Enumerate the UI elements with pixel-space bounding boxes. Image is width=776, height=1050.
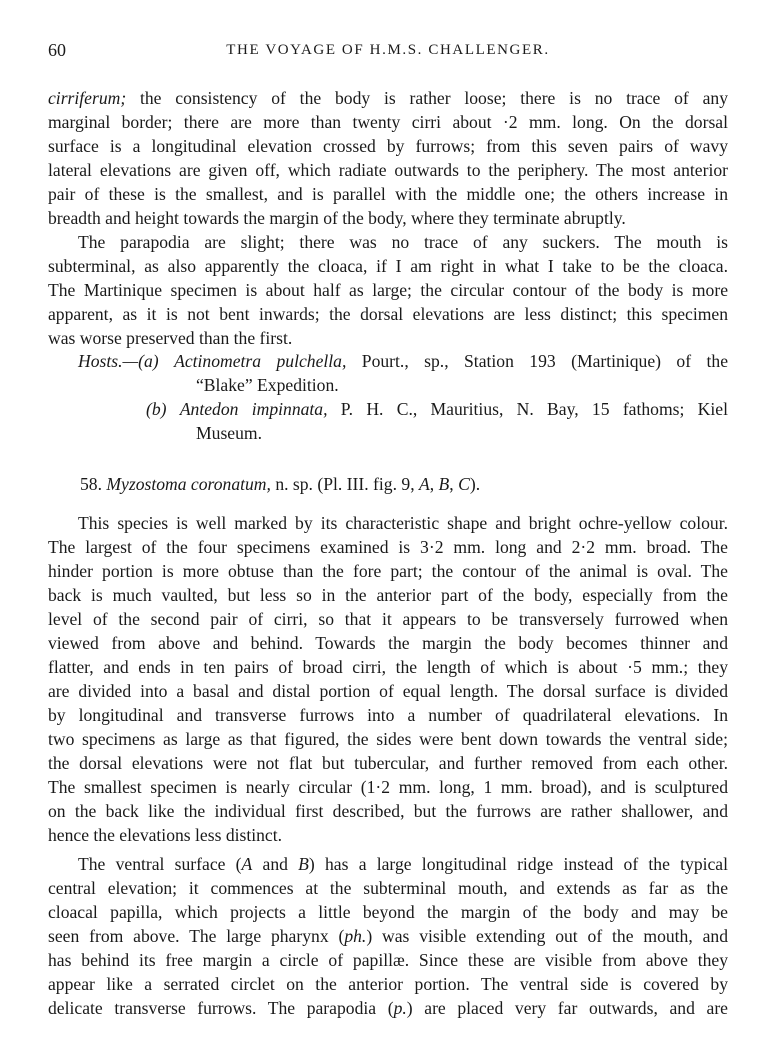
text-line: on the back like the individual first described, but the furrows are rather shallower, and [48,801,728,821]
text-line: are divided into a basal and distal portion of equal length. The dorsal surface is divided [48,681,728,701]
text-line: subterminal, as also apparently the cloaca, if I am right in what I take to be the cloaca. [48,256,728,276]
hosts-line: (b) Antedon impinnata, P. H. C., Mauritius, N. Bay, 15 fathoms; Kiel [146,399,728,419]
text-line: lateral elevations are given off, which radiate outwards to the periphery. The most anterior [48,160,728,180]
hosts-label: (b) [146,399,167,419]
text-line: cirriferum; the consistency of the body is rather loose; there is no trace of any [48,88,728,108]
text-line: pair of these is the smallest, and is parallel with the middle one; the others increase in [48,184,728,204]
text-line: flatter, and ends in ten pairs of broad cirri, the length of which is about ·5 mm.; they [48,657,728,677]
text-line: The parapodia are slight; there was no trace of any suckers. The mouth is [78,232,728,252]
text-line: The ventral surface (A and B) has a large longitudinal ridge instead of the typical [78,854,729,874]
text-line: The smallest specimen is nearly circular (1·2 mm. long, 1 mm. broad), and is sculptured [48,777,728,797]
text-line: back is much vaulted, but less so in the anterior part of the body, especially from the [48,585,728,605]
running-title: THE VOYAGE OF H.M.S. CHALLENGER. [226,42,550,58]
text-line: by longitudinal and transverse furrows into a number of quadrilateral elevations. In [48,705,728,725]
text-line: This species is well marked by its characteristic shape and bright ochre-yellow colour. [78,513,728,533]
species-name: Myzostoma coronatum, [106,474,271,494]
text-line: central elevation; it commences at the subterminal mouth, and extends as far as the [48,878,728,898]
host-species: Antedon impinnata, [179,399,328,419]
text-line: cloacal papilla, which projects a little beyond the margin of the body and may be [48,902,728,922]
hosts-line: Museum. [196,423,262,443]
text-line: level of the second pair of cirri, so that it appears to be transversely furrowed when [48,609,728,629]
text-line: breadth and height towards the margin of the body, where they terminate abruptly. [48,208,626,228]
text-line: two specimens as large as that figured, the sides were bent down towards the ventral side; [48,729,728,749]
text-line: was worse preserved than the first. [48,328,293,348]
page-number: 60 [48,40,66,60]
hosts-line: Hosts.—(a) Actinometra pulchella, Pourt., sp., Station 193 (Martinique) of the [78,351,729,371]
text-line: delicate transverse furrows. The parapodia (p.) are placed very far outwards, and are [48,998,728,1018]
text-line: viewed from above and behind. Towards the margin the body becomes thinner and [48,633,728,653]
text-line: apparent, as it is not bent inwards; the dorsal elevations are less distinct; this specimen [48,304,728,324]
page-header [48,40,728,66]
hosts-label: Hosts.—(a) [78,351,159,371]
text-line: hinder portion is more obtuse than the fore part; the contour of the animal is oval. The [48,561,728,581]
text-line: the dorsal elevations were not flat but tubercular, and further removed from each other. [48,753,728,773]
hosts-line: “Blake” Expedition. [196,375,339,395]
text-line: has behind its free margin a circle of papillæ. Since these are visible from above they [48,950,728,970]
species-heading: 58. Myzostoma coronatum, n. sp. (Pl. III. fig. 9, A, B, C). [80,474,481,494]
text-line: seen from above. The large pharynx (ph.) was visible extending out of the mouth, and [48,926,728,946]
text-line: The largest of the four specimens examined is 3·2 mm. long and 2·2 mm. broad. The [48,537,728,557]
text-line: The Martinique specimen is about half as large; the circular contour of the body is more [48,280,728,300]
species-name: cirriferum; [48,88,127,108]
text-line: marginal border; there are more than twenty cirri about ·2 mm. long. On the dorsal [48,112,728,132]
text-line: surface is a longitudinal elevation crossed by furrows; from this seven pairs of wavy [48,136,728,156]
text-line: appear like a serrated circlet on the anterior portion. The ventral side is covered by [48,974,728,994]
host-species: Actinometra pulchella, [174,351,347,371]
text-line: hence the elevations less distinct. [48,825,283,845]
